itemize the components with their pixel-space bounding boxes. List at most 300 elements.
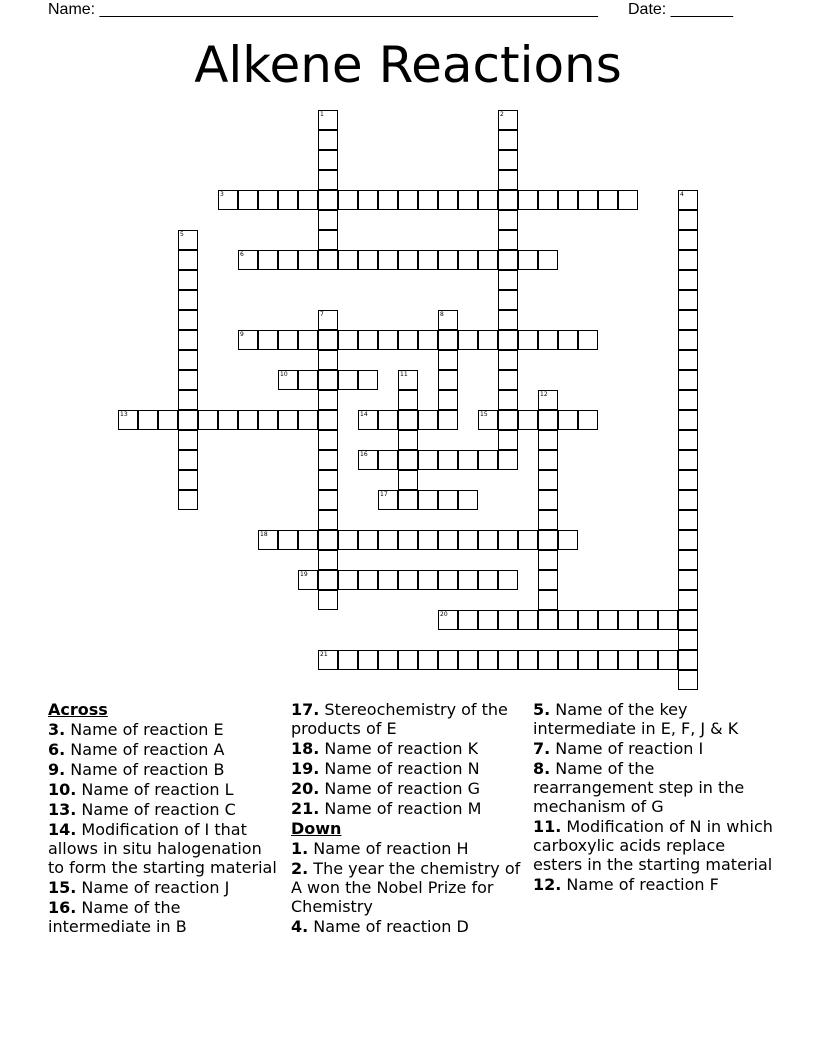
grid-cell[interactable] — [358, 190, 378, 210]
grid-cell[interactable] — [678, 190, 698, 210]
clue-item-number: 12. — [533, 875, 562, 894]
grid-cell[interactable] — [398, 390, 418, 410]
grid-cell[interactable] — [178, 490, 198, 510]
grid-cell[interactable] — [498, 330, 518, 350]
grid-cell[interactable] — [498, 170, 518, 190]
clue-number: 10 — [280, 371, 288, 378]
grid-cell[interactable] — [198, 410, 218, 430]
grid-cell[interactable] — [338, 530, 358, 550]
grid-cell[interactable] — [678, 310, 698, 330]
grid-cell[interactable] — [318, 330, 338, 350]
clue-item — [533, 875, 773, 894]
grid-cell[interactable] — [438, 330, 458, 350]
grid-cell[interactable] — [598, 610, 618, 630]
clue-column-1 — [48, 700, 282, 937]
grid-cell[interactable] — [178, 270, 198, 290]
grid-cell[interactable] — [358, 450, 378, 470]
clue-item — [291, 799, 527, 818]
grid-cell[interactable] — [678, 290, 698, 310]
grid-cell[interactable] — [318, 450, 338, 470]
grid-cell[interactable] — [318, 550, 338, 570]
grid-cell[interactable] — [178, 390, 198, 410]
grid-cell[interactable] — [558, 650, 578, 670]
grid-cell[interactable] — [438, 490, 458, 510]
grid-cell[interactable] — [498, 430, 518, 450]
grid-cell[interactable] — [498, 270, 518, 290]
grid-cell[interactable] — [398, 650, 418, 670]
grid-cell[interactable] — [158, 410, 178, 430]
grid-cell[interactable] — [578, 330, 598, 350]
grid-cell[interactable] — [318, 490, 338, 510]
grid-cell[interactable] — [178, 410, 198, 430]
grid-cell[interactable] — [438, 610, 458, 630]
grid-cell[interactable] — [498, 130, 518, 150]
grid-cell[interactable] — [538, 570, 558, 590]
grid-cell[interactable] — [678, 490, 698, 510]
grid-cell[interactable] — [358, 370, 378, 390]
grid-cell[interactable] — [178, 230, 198, 250]
grid-cell[interactable] — [378, 250, 398, 270]
grid-cell[interactable] — [418, 650, 438, 670]
grid-cell[interactable] — [498, 450, 518, 470]
grid-cell[interactable] — [498, 290, 518, 310]
grid-cell[interactable] — [238, 410, 258, 430]
clue-item — [533, 700, 773, 738]
clue-item-number: 18. — [291, 739, 320, 758]
grid-cell[interactable] — [318, 170, 338, 190]
grid-cell[interactable] — [418, 530, 438, 550]
grid-cell[interactable] — [678, 470, 698, 490]
grid-cell[interactable] — [438, 390, 458, 410]
grid-cell[interactable] — [478, 330, 498, 350]
grid-cell[interactable] — [678, 270, 698, 290]
grid-cell[interactable] — [518, 530, 538, 550]
grid-cell[interactable] — [318, 590, 338, 610]
clue-item-number: 5. — [533, 700, 551, 719]
clue-item-text: Name of reaction J — [76, 878, 230, 897]
grid-cell[interactable] — [638, 650, 658, 670]
clue-item-number: 1. — [291, 839, 309, 858]
grid-cell[interactable] — [678, 390, 698, 410]
grid-cell[interactable] — [118, 410, 138, 430]
clue-item — [291, 700, 527, 738]
grid-cell[interactable] — [218, 190, 238, 210]
grid-cell[interactable] — [438, 570, 458, 590]
grid-cell[interactable] — [438, 450, 458, 470]
grid-cell[interactable] — [678, 450, 698, 470]
clue-item-number: 4. — [291, 917, 309, 936]
grid-cell[interactable] — [478, 450, 498, 470]
clue-number: 6 — [240, 251, 244, 258]
clue-item-number: 14. — [48, 820, 77, 839]
clue-number: 9 — [240, 331, 244, 338]
grid-cell[interactable] — [578, 190, 598, 210]
clue-item-text: Name of reaction G — [319, 779, 481, 798]
grid-cell[interactable] — [538, 250, 558, 270]
grid-cell[interactable] — [398, 490, 418, 510]
grid-cell[interactable] — [598, 650, 618, 670]
grid-cell[interactable] — [598, 190, 618, 210]
grid-cell[interactable] — [678, 590, 698, 610]
clue-item-number: 3. — [48, 720, 66, 739]
grid-cell[interactable] — [518, 650, 538, 670]
grid-cell[interactable] — [498, 350, 518, 370]
grid-cell[interactable] — [498, 370, 518, 390]
grid-cell[interactable] — [178, 290, 198, 310]
clue-item-number: 19. — [291, 759, 320, 778]
grid-cell[interactable] — [458, 450, 478, 470]
grid-cell[interactable] — [298, 250, 318, 270]
grid-cell[interactable] — [438, 350, 458, 370]
grid-cell[interactable] — [318, 310, 338, 330]
grid-cell[interactable] — [578, 650, 598, 670]
clue-item — [48, 780, 282, 799]
page-title: Alkene Reactions — [194, 36, 622, 94]
clue-column-2 — [291, 700, 527, 937]
clue-number: 5 — [180, 231, 184, 238]
grid-cell[interactable] — [398, 250, 418, 270]
grid-cell[interactable] — [378, 490, 398, 510]
grid-cell[interactable] — [398, 190, 418, 210]
clue-item-text: Modification of N in which carboxylic acids replace esters in the starting material — [533, 817, 773, 874]
grid-cell[interactable] — [258, 530, 278, 550]
grid-cell[interactable] — [678, 550, 698, 570]
grid-cell[interactable] — [378, 530, 398, 550]
grid-cell[interactable] — [558, 410, 578, 430]
clue-number: 15 — [480, 411, 488, 418]
clue-item — [48, 898, 282, 936]
grid-cell[interactable] — [398, 470, 418, 490]
grid-cell[interactable] — [538, 590, 558, 610]
grid-cell[interactable] — [318, 350, 338, 370]
grid-cell[interactable] — [358, 570, 378, 590]
grid-cell[interactable] — [558, 610, 578, 630]
grid-cell[interactable] — [258, 330, 278, 350]
grid-cell[interactable] — [358, 650, 378, 670]
grid-cell[interactable] — [678, 570, 698, 590]
grid-cell[interactable] — [498, 570, 518, 590]
grid-cell[interactable] — [498, 150, 518, 170]
grid-cell[interactable] — [538, 390, 558, 410]
grid-cell[interactable] — [338, 570, 358, 590]
grid-cell[interactable] — [678, 210, 698, 230]
grid-cell[interactable] — [178, 470, 198, 490]
clue-item-number: 10. — [48, 780, 77, 799]
grid-cell[interactable] — [178, 310, 198, 330]
grid-cell[interactable] — [418, 190, 438, 210]
grid-cell[interactable] — [538, 510, 558, 530]
grid-cell[interactable] — [338, 330, 358, 350]
grid-cell[interactable] — [318, 470, 338, 490]
grid-cell[interactable] — [438, 310, 458, 330]
grid-cell[interactable] — [478, 190, 498, 210]
grid-cell[interactable] — [478, 610, 498, 630]
grid-cell[interactable] — [458, 190, 478, 210]
grid-cell[interactable] — [338, 250, 358, 270]
grid-cell[interactable] — [498, 310, 518, 330]
grid-cell[interactable] — [318, 650, 338, 670]
grid-cell[interactable] — [298, 190, 318, 210]
grid-cell[interactable] — [258, 250, 278, 270]
grid-cell[interactable] — [518, 250, 538, 270]
grid-cell[interactable] — [478, 410, 498, 430]
clue-number: 16 — [360, 451, 368, 458]
clue-item — [533, 739, 773, 758]
grid-cell[interactable] — [538, 450, 558, 470]
grid-cell[interactable] — [438, 190, 458, 210]
grid-cell[interactable] — [458, 530, 478, 550]
clue-item — [48, 878, 282, 897]
grid-cell[interactable] — [358, 250, 378, 270]
clue-number: 7 — [320, 311, 324, 318]
grid-cell[interactable] — [418, 250, 438, 270]
grid-cell[interactable] — [678, 250, 698, 270]
grid-cell[interactable] — [398, 410, 418, 430]
grid-cell[interactable] — [538, 610, 558, 630]
clue-item-text: Name of reaction I — [550, 739, 704, 758]
grid-cell[interactable] — [438, 530, 458, 550]
grid-cell[interactable] — [378, 570, 398, 590]
grid-cell[interactable] — [498, 410, 518, 430]
grid-cell[interactable] — [538, 330, 558, 350]
grid-cell[interactable] — [398, 570, 418, 590]
grid-cell[interactable] — [498, 610, 518, 630]
grid-cell[interactable] — [318, 390, 338, 410]
clue-item — [291, 859, 527, 916]
grid-cell[interactable] — [678, 410, 698, 430]
grid-cell[interactable] — [298, 530, 318, 550]
grid-cell[interactable] — [378, 450, 398, 470]
grid-cell[interactable] — [538, 530, 558, 550]
grid-cell[interactable] — [418, 570, 438, 590]
grid-cell[interactable] — [238, 250, 258, 270]
date-field-label: Date: _______ — [628, 1, 733, 18]
clue-item-number: 2. — [291, 859, 309, 878]
grid-cell[interactable] — [538, 650, 558, 670]
grid-cell[interactable] — [678, 630, 698, 650]
grid-cell[interactable] — [398, 450, 418, 470]
grid-cell[interactable] — [578, 410, 598, 430]
grid-cell[interactable] — [458, 250, 478, 270]
grid-cell[interactable] — [318, 190, 338, 210]
grid-cell[interactable] — [498, 110, 518, 130]
grid-cell[interactable] — [458, 610, 478, 630]
grid-cell[interactable] — [218, 410, 238, 430]
grid-cell[interactable] — [318, 150, 338, 170]
grid-cell[interactable] — [178, 430, 198, 450]
grid-cell[interactable] — [278, 410, 298, 430]
grid-cell[interactable] — [538, 190, 558, 210]
grid-cell[interactable] — [438, 650, 458, 670]
grid-cell[interactable] — [558, 330, 578, 350]
grid-cell[interactable] — [458, 330, 478, 350]
clue-number: 20 — [440, 611, 448, 618]
grid-cell[interactable] — [238, 190, 258, 210]
grid-cell[interactable] — [298, 330, 318, 350]
grid-cell[interactable] — [538, 550, 558, 570]
grid-cell[interactable] — [518, 330, 538, 350]
clue-number: 18 — [260, 531, 268, 538]
clue-item-text: Name of reaction E — [65, 720, 224, 739]
grid-cell[interactable] — [178, 250, 198, 270]
grid-cell[interactable] — [618, 650, 638, 670]
clue-item — [48, 760, 282, 779]
grid-cell[interactable] — [398, 370, 418, 390]
grid-cell[interactable] — [318, 250, 338, 270]
grid-cell[interactable] — [338, 370, 358, 390]
grid-cell[interactable] — [438, 410, 458, 430]
clue-number: 3 — [220, 191, 224, 198]
grid-cell[interactable] — [178, 330, 198, 350]
grid-cell[interactable] — [518, 410, 538, 430]
grid-cell[interactable] — [358, 530, 378, 550]
grid-cell[interactable] — [338, 650, 358, 670]
clue-number: 17 — [380, 491, 388, 498]
grid-cell[interactable] — [478, 250, 498, 270]
grid-cell[interactable] — [298, 570, 318, 590]
grid-cell[interactable] — [538, 430, 558, 450]
clue-number: 13 — [120, 411, 128, 418]
grid-cell[interactable] — [378, 190, 398, 210]
clue-item — [48, 800, 282, 819]
grid-cell[interactable] — [178, 450, 198, 470]
grid-cell[interactable] — [478, 650, 498, 670]
clue-item-number: 16. — [48, 898, 77, 917]
grid-cell[interactable] — [578, 610, 598, 630]
grid-cell[interactable] — [518, 610, 538, 630]
clue-item-text: Name of reaction M — [319, 799, 482, 818]
clue-item — [48, 740, 282, 759]
grid-cell[interactable] — [138, 410, 158, 430]
grid-cell[interactable] — [498, 390, 518, 410]
grid-cell[interactable] — [298, 370, 318, 390]
grid-cell[interactable] — [258, 410, 278, 430]
clue-item — [48, 820, 282, 877]
grid-cell[interactable] — [558, 190, 578, 210]
clue-item-text: Name of reaction H — [308, 839, 469, 858]
grid-cell[interactable] — [318, 130, 338, 150]
grid-cell[interactable] — [338, 190, 358, 210]
clue-item — [291, 917, 527, 936]
grid-cell[interactable] — [498, 530, 518, 550]
grid-cell[interactable] — [278, 190, 298, 210]
clue-number: 2 — [500, 111, 504, 118]
clue-item-number: 13. — [48, 800, 77, 819]
grid-cell[interactable] — [678, 610, 698, 630]
clue-item-text: Name of reaction B — [65, 760, 225, 779]
grid-cell[interactable] — [418, 450, 438, 470]
grid-cell[interactable] — [458, 570, 478, 590]
grid-cell[interactable] — [358, 410, 378, 430]
grid-cell[interactable] — [478, 570, 498, 590]
grid-cell[interactable] — [418, 410, 438, 430]
grid-cell[interactable] — [678, 670, 698, 690]
grid-cell[interactable] — [318, 210, 338, 230]
clue-number: 11 — [400, 371, 408, 378]
grid-cell[interactable] — [378, 650, 398, 670]
grid-cell[interactable] — [558, 530, 578, 550]
grid-cell[interactable] — [458, 490, 478, 510]
grid-cell[interactable] — [478, 530, 498, 550]
grid-cell[interactable] — [498, 230, 518, 250]
grid-cell[interactable] — [358, 330, 378, 350]
clue-item-number: 9. — [48, 760, 66, 779]
grid-cell[interactable] — [378, 410, 398, 430]
clue-item-number: 21. — [291, 799, 320, 818]
grid-cell[interactable] — [618, 190, 638, 210]
grid-cell[interactable] — [678, 510, 698, 530]
grid-cell[interactable] — [678, 370, 698, 390]
grid-cell[interactable] — [178, 370, 198, 390]
grid-cell[interactable] — [318, 230, 338, 250]
grid-cell[interactable] — [538, 470, 558, 490]
grid-cell[interactable] — [438, 250, 458, 270]
grid-cell[interactable] — [498, 190, 518, 210]
clue-item-text: Name of reaction F — [561, 875, 719, 894]
grid-cell[interactable] — [678, 330, 698, 350]
grid-cell[interactable] — [178, 350, 198, 370]
grid-cell[interactable] — [318, 370, 338, 390]
clue-section-heading: Down — [291, 819, 342, 838]
grid-cell[interactable] — [258, 190, 278, 210]
grid-cell[interactable] — [298, 410, 318, 430]
clue-item — [48, 720, 282, 739]
grid-cell[interactable] — [318, 110, 338, 130]
grid-cell[interactable] — [438, 370, 458, 390]
grid-cell[interactable] — [678, 430, 698, 450]
grid-cell[interactable] — [318, 570, 338, 590]
grid-cell[interactable] — [498, 210, 518, 230]
clue-item-text: Name of the rearrangement step in the mechanism of G — [533, 759, 745, 816]
grid-cell[interactable] — [398, 530, 418, 550]
grid-cell[interactable] — [318, 510, 338, 530]
grid-cell[interactable] — [318, 530, 338, 550]
grid-cell[interactable] — [398, 330, 418, 350]
grid-cell[interactable] — [678, 650, 698, 670]
name-field-label: Name: ________________________________________________________ — [48, 1, 598, 18]
grid-cell[interactable] — [638, 610, 658, 630]
grid-cell[interactable] — [658, 610, 678, 630]
grid-cell[interactable] — [278, 530, 298, 550]
grid-cell[interactable] — [678, 350, 698, 370]
clue-item-text: Name of reaction C — [76, 800, 236, 819]
grid-cell[interactable] — [518, 190, 538, 210]
grid-cell[interactable] — [238, 330, 258, 350]
grid-cell[interactable] — [318, 430, 338, 450]
grid-cell[interactable] — [498, 250, 518, 270]
grid-cell[interactable] — [538, 490, 558, 510]
grid-cell[interactable] — [498, 650, 518, 670]
grid-cell[interactable] — [398, 430, 418, 450]
grid-cell[interactable] — [618, 610, 638, 630]
grid-cell[interactable] — [418, 330, 438, 350]
grid-cell[interactable] — [278, 250, 298, 270]
grid-cell[interactable] — [678, 230, 698, 250]
clue-item-text: Name of reaction A — [65, 740, 225, 759]
grid-cell[interactable] — [378, 330, 398, 350]
grid-cell[interactable] — [418, 490, 438, 510]
clue-item-text: Name of reaction K — [319, 739, 479, 758]
grid-cell[interactable] — [458, 650, 478, 670]
grid-cell[interactable] — [658, 650, 678, 670]
clue-item-text: Name of reaction N — [319, 759, 480, 778]
clue-item-text: Stereochemistry of the products of E — [291, 700, 508, 738]
grid-cell[interactable] — [678, 530, 698, 550]
grid-cell[interactable] — [538, 410, 558, 430]
grid-cell[interactable] — [278, 330, 298, 350]
grid-cell[interactable] — [278, 370, 298, 390]
grid-cell[interactable] — [318, 410, 338, 430]
